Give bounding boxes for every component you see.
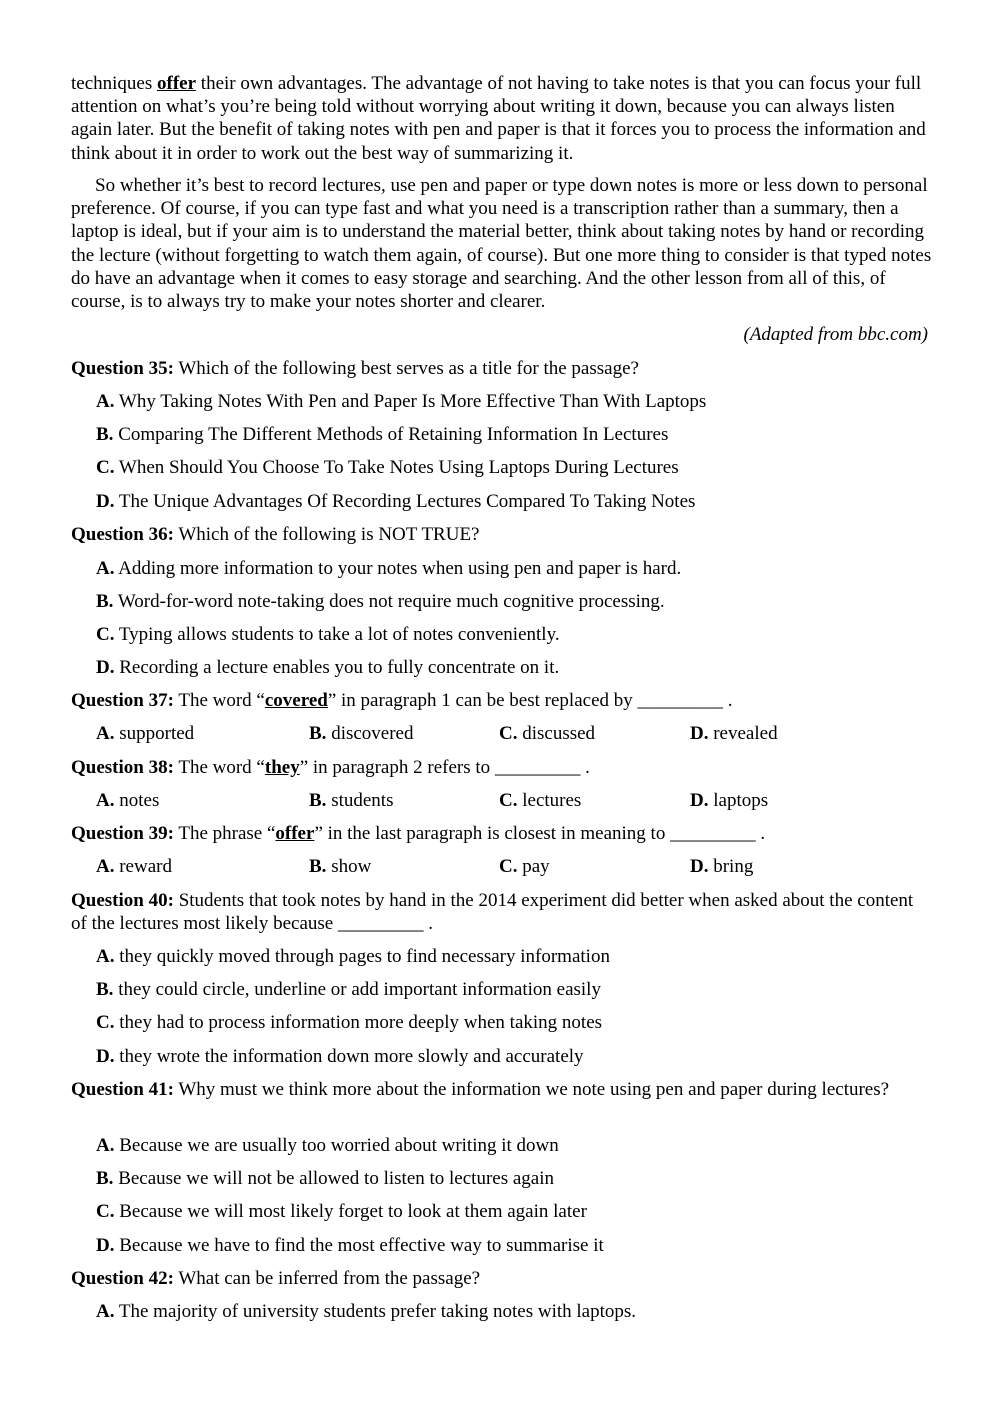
option-40-b[interactable] bbox=[96, 978, 601, 1001]
question-number: Question 38: bbox=[71, 757, 174, 778]
option-41-c[interactable] bbox=[96, 1200, 587, 1223]
option-text: show bbox=[326, 856, 372, 877]
question-text: Which of the following is NOT TRUE? bbox=[173, 524, 480, 545]
question-number: Question 39: bbox=[71, 823, 174, 844]
option-39-b[interactable] bbox=[309, 855, 371, 878]
option-38-c[interactable] bbox=[499, 789, 581, 812]
option-letter: D. bbox=[96, 1235, 115, 1256]
question-text: What can be inferred from the passage? bbox=[173, 1268, 481, 1289]
question-text: ” in paragraph 2 refers to _________ . bbox=[299, 757, 590, 778]
option-41-a[interactable] bbox=[96, 1134, 559, 1157]
option-text: Because we are usually too worried about writing it down bbox=[114, 1135, 559, 1156]
option-41-b[interactable] bbox=[96, 1167, 554, 1190]
option-letter: A. bbox=[96, 391, 115, 412]
option-38-b[interactable] bbox=[309, 789, 393, 812]
option-letter: B. bbox=[96, 1168, 114, 1189]
question-39 bbox=[71, 822, 933, 845]
option-letter: B. bbox=[96, 591, 114, 612]
question-number: Question 41: bbox=[71, 1079, 174, 1100]
option-text: discussed bbox=[517, 723, 596, 744]
option-text: Word-for-word note-taking does not require much cognitive processing. bbox=[113, 591, 665, 612]
option-36-d[interactable] bbox=[96, 656, 559, 679]
option-letter: A. bbox=[96, 946, 115, 967]
question-number: Question 36: bbox=[71, 524, 174, 545]
option-letter: D. bbox=[690, 723, 709, 744]
option-text: students bbox=[326, 790, 394, 811]
option-39-d[interactable] bbox=[690, 855, 753, 878]
option-letter: C. bbox=[96, 1012, 115, 1033]
option-letter: A. bbox=[96, 1135, 115, 1156]
option-text: Because we have to find the most effective way to summarise it bbox=[114, 1235, 604, 1256]
option-letter: C. bbox=[96, 624, 115, 645]
option-text: When Should You Choose To Take Notes Using Laptops During Lectures bbox=[114, 457, 679, 478]
option-text: Why Taking Notes With Pen and Paper Is More Effective Than With Laptops bbox=[114, 391, 707, 412]
option-35-b[interactable] bbox=[96, 423, 668, 446]
option-letter: B. bbox=[96, 979, 114, 1000]
question-38 bbox=[71, 756, 933, 779]
option-letter: C. bbox=[96, 457, 115, 478]
option-text: lectures bbox=[517, 790, 582, 811]
options-row-38 bbox=[0, 789, 1000, 812]
question-text: ” in the last paragraph is closest in meaning to _________ . bbox=[314, 823, 766, 844]
option-35-c[interactable] bbox=[96, 456, 679, 479]
paragraph-text: their own advantages. The advantage of not having to take notes is that you can focus your full attention on what’s you’re being told without worrying about writing it down, because you can always listen again later. But the benefit of taking notes with pen and paper is that it forces you to process the information and think about it in order to work out the best way of summarizing it. bbox=[71, 73, 926, 164]
option-letter: C. bbox=[96, 1201, 115, 1222]
option-text: they quickly moved through pages to find necessary information bbox=[114, 946, 610, 967]
option-letter: A. bbox=[96, 1301, 115, 1322]
option-letter: C. bbox=[499, 856, 518, 877]
passage-source: (Adapted from bbc.com) bbox=[743, 324, 928, 345]
option-35-a[interactable] bbox=[96, 390, 706, 413]
question-35 bbox=[71, 357, 933, 380]
option-40-c[interactable] bbox=[96, 1011, 602, 1034]
question-text: The word “ bbox=[173, 757, 265, 778]
passage-paragraph-last: So whether it’s best to record lectures, use pen and paper or type down notes is more or less down to personal preference. Of course, if you can type fast and what you need is a transcription rather than a summary, then a laptop is ideal, but if your aim is to understand the material better, think about taking notes by hand or recording the lecture (without forgetting to watch them again, of course). But one more thing to consider is that typed notes do have an advantage when it comes to easy storage and searching. And the other lesson from all of this, of course, is to always try to make your notes shorter and clearer. bbox=[71, 175, 932, 313]
question-41 bbox=[71, 1078, 933, 1101]
option-text: The majority of university students prefer taking notes with laptops. bbox=[114, 1301, 637, 1322]
option-letter: B. bbox=[309, 723, 327, 744]
option-38-a[interactable] bbox=[96, 789, 159, 812]
highlighted-word-offer: offer bbox=[275, 823, 315, 844]
option-42-a[interactable] bbox=[96, 1300, 636, 1323]
option-36-a[interactable] bbox=[96, 557, 681, 580]
option-text: Recording a lecture enables you to fully concentrate on it. bbox=[114, 657, 560, 678]
option-40-d[interactable] bbox=[96, 1045, 584, 1068]
option-37-b[interactable] bbox=[309, 722, 414, 745]
highlighted-word-offer: offer bbox=[157, 73, 197, 94]
option-text: they could circle, underline or add important information easily bbox=[113, 979, 601, 1000]
option-text: The Unique Advantages Of Recording Lectures Compared To Taking Notes bbox=[114, 491, 696, 512]
option-letter: C. bbox=[499, 723, 518, 744]
option-letter: A. bbox=[96, 856, 115, 877]
option-letter: D. bbox=[690, 790, 709, 811]
question-36 bbox=[71, 523, 933, 546]
question-text: Which of the following best serves as a title for the passage? bbox=[173, 358, 639, 379]
highlighted-word-covered: covered bbox=[264, 690, 328, 711]
option-letter: B. bbox=[309, 790, 327, 811]
highlighted-word-they: they bbox=[264, 757, 300, 778]
option-text: they had to process information more deeply when taking notes bbox=[114, 1012, 603, 1033]
option-letter: D. bbox=[96, 657, 115, 678]
option-letter: A. bbox=[96, 558, 115, 579]
passage-paragraph-3 bbox=[71, 72, 933, 165]
option-40-a[interactable] bbox=[96, 945, 610, 968]
option-37-a[interactable] bbox=[96, 722, 194, 745]
option-text: supported bbox=[114, 723, 195, 744]
question-number: Question 35: bbox=[71, 358, 174, 379]
option-41-d[interactable] bbox=[96, 1234, 604, 1257]
options-row-37 bbox=[0, 722, 1000, 745]
option-letter: D. bbox=[96, 1046, 115, 1067]
option-letter: B. bbox=[96, 424, 114, 445]
option-text: discovered bbox=[326, 723, 414, 744]
question-text: The phrase “ bbox=[173, 823, 276, 844]
option-text: Because we will not be allowed to listen to lectures again bbox=[113, 1168, 554, 1189]
option-letter: A. bbox=[96, 723, 115, 744]
option-text: pay bbox=[517, 856, 550, 877]
option-37-d[interactable] bbox=[690, 722, 778, 745]
question-text: The word “ bbox=[173, 690, 265, 711]
question-number: Question 40: bbox=[71, 890, 174, 911]
question-40 bbox=[71, 889, 933, 935]
option-text: they wrote the information down more slowly and accurately bbox=[114, 1046, 584, 1067]
paragraph-text: techniques bbox=[71, 73, 158, 94]
option-39-c[interactable] bbox=[499, 855, 550, 878]
option-letter: A. bbox=[96, 790, 115, 811]
option-35-d[interactable] bbox=[96, 490, 695, 513]
option-text: Adding more information to your notes when using pen and paper is hard. bbox=[114, 558, 682, 579]
option-text: Comparing The Different Methods of Retaining Information In Lectures bbox=[113, 424, 669, 445]
question-37 bbox=[71, 689, 933, 712]
options-row-39 bbox=[0, 855, 1000, 878]
option-letter: D. bbox=[690, 856, 709, 877]
option-36-c[interactable] bbox=[96, 623, 560, 646]
option-37-c[interactable] bbox=[499, 722, 595, 745]
option-text: Typing allows students to take a lot of notes conveniently. bbox=[114, 624, 560, 645]
option-text: laptops bbox=[708, 790, 769, 811]
option-letter: C. bbox=[499, 790, 518, 811]
question-text: ” in paragraph 1 can be best replaced by _________ . bbox=[327, 690, 733, 711]
question-42 bbox=[71, 1267, 933, 1290]
option-text: reward bbox=[114, 856, 172, 877]
option-39-a[interactable] bbox=[96, 855, 172, 878]
option-36-b[interactable] bbox=[96, 590, 665, 613]
option-text: Because we will most likely forget to look at them again later bbox=[114, 1201, 587, 1222]
option-text: bring bbox=[708, 856, 754, 877]
option-text: revealed bbox=[708, 723, 778, 744]
question-number: Question 37: bbox=[71, 690, 174, 711]
question-number: Question 42: bbox=[71, 1268, 174, 1289]
option-letter: B. bbox=[309, 856, 327, 877]
question-text: Students that took notes by hand in the 2014 experiment did better when asked about the content of the lectures most likely because _________ . bbox=[71, 890, 914, 935]
option-38-d[interactable] bbox=[690, 789, 768, 812]
question-text: Why must we think more about the information we note using pen and paper during lectures? bbox=[173, 1079, 890, 1100]
option-text: notes bbox=[114, 790, 160, 811]
option-letter: D. bbox=[96, 491, 115, 512]
